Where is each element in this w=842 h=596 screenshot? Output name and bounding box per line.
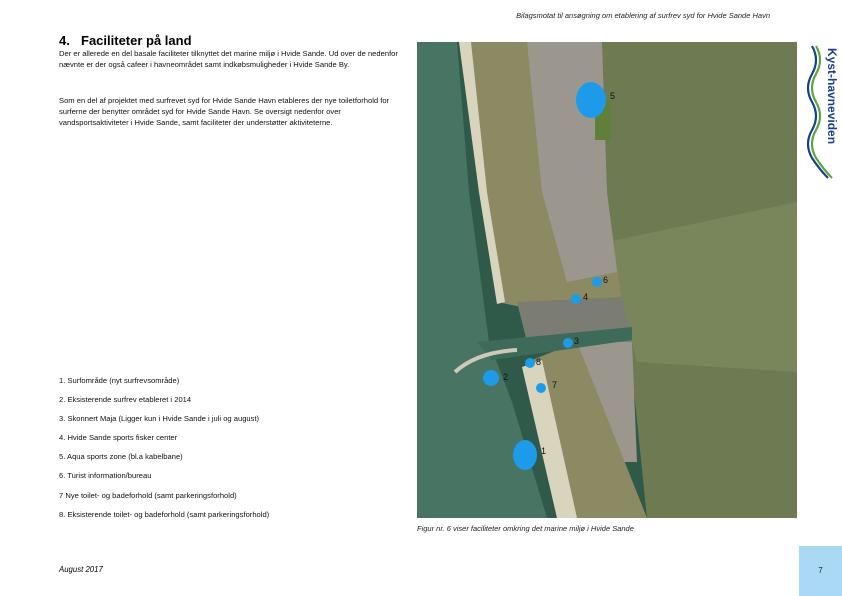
legend-item: 3. Skonnert Maja (Ligger kun i Hvide Sande i juli og august) bbox=[59, 414, 260, 424]
figure-caption: Figur nr. 6 viser faciliteter omkring det marine miljø i Hvide Sande bbox=[417, 524, 634, 533]
kyst-havneviden-logo bbox=[806, 42, 838, 186]
marker-7-label: 7 bbox=[552, 380, 558, 390]
legend-item: 7 Nye toilet- og badeforhold (samt parkeringsforhold) bbox=[59, 490, 237, 500]
section-heading: Faciliteter på land bbox=[81, 33, 192, 48]
marker-8 bbox=[525, 358, 535, 368]
marker-5 bbox=[576, 82, 606, 118]
marker-3-label: 3 bbox=[574, 336, 580, 346]
marker-8-label: 8 bbox=[536, 357, 542, 367]
marker-2-label: 2 bbox=[503, 372, 509, 382]
marker-6-label: 6 bbox=[603, 275, 609, 285]
marker-2 bbox=[483, 370, 499, 386]
legend-item: 4. Hvide Sande sports fisker center bbox=[59, 433, 178, 443]
marker-4-label: 4 bbox=[583, 292, 589, 302]
marker-7 bbox=[536, 383, 546, 393]
legend-item: 1. Surfområde (nyt surfrevsområde) bbox=[59, 376, 180, 385]
marker-6 bbox=[592, 277, 602, 287]
footer-date: August 2017 bbox=[59, 565, 103, 574]
header-note: Bilagsmotat til ansøgning om etablering af surfrev syd for Hvide Sande Havn bbox=[516, 11, 770, 20]
marker-1 bbox=[513, 440, 537, 470]
section-title bbox=[59, 33, 192, 48]
intro-paragraph: Der er allerede en del basale faciliteter tilknyttet det marine miljø i Hvide Sande. Ud over de nedenfor nævnte er der også cafeer i havneområdet samt indkøbsmuligheder i Hvide Sande By. bbox=[59, 49, 398, 70]
marker-1-label: 1 bbox=[541, 446, 547, 456]
page-number-box bbox=[799, 546, 842, 596]
marker-4 bbox=[571, 294, 581, 304]
project-paragraph: Som en del af projektet med surfrevet syd for Hvide Sande Havn etableres der nye toiletforhold for surferne der benytter området syd for Hvide Sande Havn. Se oversigt nedenfor over vandsportsaktiviteter i Hvide Sande, samt faciliteter der understøtter aktiviteterne. bbox=[59, 96, 390, 128]
page-number: 7 bbox=[818, 566, 823, 575]
legend-item: 5. Aqua sports zone (bl.a kabelbane) bbox=[59, 452, 183, 462]
logo-wave-blue bbox=[808, 46, 828, 178]
section-number: 4. bbox=[59, 33, 70, 48]
marker-3 bbox=[563, 338, 573, 348]
aerial-map bbox=[417, 42, 797, 518]
logo-text: Kyst-havneviden bbox=[825, 48, 838, 145]
legend-item: 2. Eksisterende surfrev etableret i 2014 bbox=[59, 395, 192, 405]
legend-item: 6. Turist information/bureau bbox=[59, 471, 152, 481]
marker-5-label: 5 bbox=[610, 91, 616, 101]
legend-item: 8. Eksisterende toilet- og badeforhold (samt parkeringsforhold) bbox=[59, 509, 270, 519]
facility-legend bbox=[59, 371, 389, 524]
